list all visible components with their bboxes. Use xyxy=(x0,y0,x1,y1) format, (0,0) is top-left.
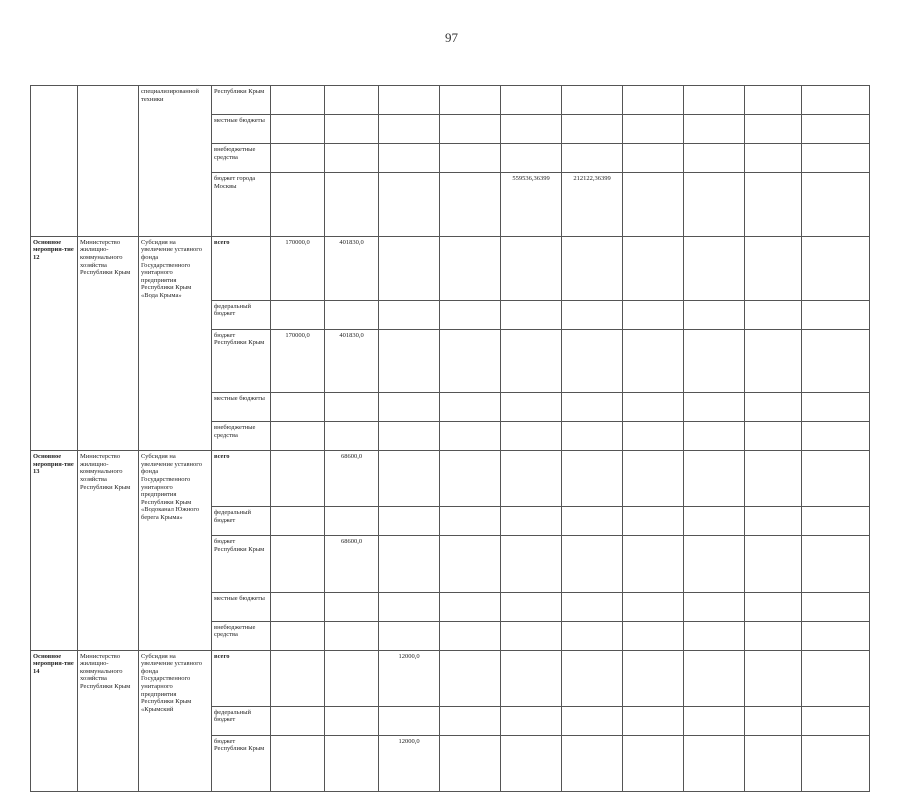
executor-cell: Министерство жилищно-коммунального хозяйства Республики Крым xyxy=(78,650,139,791)
value-cell xyxy=(745,173,802,237)
measure-cell: Основное мероприя-тие 14 xyxy=(31,650,78,791)
value-cell xyxy=(684,173,745,237)
value-cell xyxy=(562,236,623,300)
value-cell xyxy=(379,329,440,393)
value-cell xyxy=(802,86,870,115)
description-cell: специализированной техники xyxy=(139,86,212,237)
table-row xyxy=(31,236,870,300)
value-cell xyxy=(684,236,745,300)
value-cell: 12000,0 xyxy=(379,650,440,706)
value-cell: 68600,0 xyxy=(325,536,379,592)
value-cell xyxy=(802,592,870,621)
value-cell xyxy=(440,236,501,300)
value-cell xyxy=(501,86,562,115)
value-cell xyxy=(501,592,562,621)
value-cell: 170000,0 xyxy=(271,236,325,300)
value-cell xyxy=(271,621,325,650)
value-cell xyxy=(623,592,684,621)
value-cell xyxy=(623,115,684,144)
value-cell xyxy=(802,735,870,791)
measure-cell: Основное мероприя-тие 12 xyxy=(31,236,78,451)
value-cell xyxy=(684,536,745,592)
value-cell xyxy=(325,144,379,173)
value-cell xyxy=(440,422,501,451)
value-cell xyxy=(325,592,379,621)
value-cell xyxy=(440,393,501,422)
funding-source-cell: внебюджетные средства xyxy=(212,621,271,650)
value-cell xyxy=(501,507,562,536)
funding-source-cell: всего xyxy=(212,451,271,507)
value-cell xyxy=(562,300,623,329)
executor-cell xyxy=(78,86,139,237)
value-cell xyxy=(271,144,325,173)
value-cell xyxy=(501,706,562,735)
value-cell xyxy=(802,300,870,329)
value-cell xyxy=(562,144,623,173)
value-cell xyxy=(623,621,684,650)
value-cell xyxy=(325,393,379,422)
description-cell: Субсидия на увеличение уставного фонда Государственного унитарного предприятия Республики Крым «Водоканал Южного берега Крыма» xyxy=(139,451,212,650)
value-cell xyxy=(379,144,440,173)
funding-source-cell: всего xyxy=(212,236,271,300)
funding-source-cell: Республики Крым xyxy=(212,86,271,115)
funding-source-cell: бюджет Республики Крым xyxy=(212,735,271,791)
value-cell xyxy=(684,735,745,791)
value-cell xyxy=(562,621,623,650)
measure-cell xyxy=(31,86,78,237)
value-cell xyxy=(802,173,870,237)
value-cell xyxy=(745,621,802,650)
value-cell xyxy=(501,236,562,300)
table-row xyxy=(31,451,870,507)
value-cell xyxy=(684,592,745,621)
value-cell xyxy=(623,173,684,237)
value-cell xyxy=(562,451,623,507)
value-cell xyxy=(802,236,870,300)
funding-source-cell: бюджет Республики Крым xyxy=(212,329,271,393)
value-cell xyxy=(325,621,379,650)
value-cell xyxy=(562,393,623,422)
value-cell: 559536,36399 xyxy=(501,173,562,237)
value-cell xyxy=(325,86,379,115)
funding-source-cell: внебюджетные средства xyxy=(212,144,271,173)
value-cell xyxy=(379,115,440,144)
value-cell xyxy=(562,86,623,115)
value-cell xyxy=(745,115,802,144)
value-cell xyxy=(501,144,562,173)
value-cell xyxy=(325,422,379,451)
table-row xyxy=(31,86,870,115)
value-cell xyxy=(684,706,745,735)
value-cell xyxy=(623,144,684,173)
funding-source-cell: местные бюджеты xyxy=(212,592,271,621)
value-cell xyxy=(271,650,325,706)
table-body xyxy=(31,86,870,792)
value-cell xyxy=(623,706,684,735)
value-cell xyxy=(325,706,379,735)
value-cell xyxy=(802,621,870,650)
value-cell xyxy=(562,115,623,144)
value-cell: 401830,0 xyxy=(325,236,379,300)
value-cell xyxy=(745,735,802,791)
value-cell xyxy=(745,236,802,300)
value-cell xyxy=(440,86,501,115)
description-cell: Субсидия на увеличение уставного фонда Государственного унитарного предприятия Республики Крым «Крымский xyxy=(139,650,212,791)
value-cell xyxy=(440,173,501,237)
value-cell xyxy=(623,451,684,507)
value-cell xyxy=(501,329,562,393)
value-cell xyxy=(562,422,623,451)
value-cell xyxy=(623,536,684,592)
value-cell xyxy=(745,592,802,621)
funding-source-cell: местные бюджеты xyxy=(212,393,271,422)
value-cell xyxy=(745,86,802,115)
value-cell xyxy=(684,650,745,706)
value-cell xyxy=(271,115,325,144)
value-cell xyxy=(802,507,870,536)
funding-source-cell: всего xyxy=(212,650,271,706)
value-cell xyxy=(501,393,562,422)
value-cell xyxy=(623,86,684,115)
value-cell xyxy=(623,329,684,393)
value-cell xyxy=(501,650,562,706)
value-cell xyxy=(379,621,440,650)
value-cell xyxy=(562,536,623,592)
value-cell xyxy=(745,422,802,451)
value-cell xyxy=(379,451,440,507)
value-cell: 12000,0 xyxy=(379,735,440,791)
value-cell xyxy=(379,706,440,735)
value-cell xyxy=(802,144,870,173)
value-cell xyxy=(802,393,870,422)
page-number: 97 xyxy=(445,30,458,45)
value-cell: 401830,0 xyxy=(325,329,379,393)
value-cell xyxy=(501,422,562,451)
value-cell xyxy=(379,173,440,237)
value-cell xyxy=(440,144,501,173)
value-cell xyxy=(684,393,745,422)
value-cell xyxy=(440,536,501,592)
value-cell xyxy=(325,115,379,144)
value-cell xyxy=(745,144,802,173)
value-cell xyxy=(501,621,562,650)
funding-source-cell: федеральный бюджет xyxy=(212,706,271,735)
executor-cell: Министерство жилищно-коммунального хозяйства Республики Крым xyxy=(78,451,139,650)
value-cell xyxy=(745,393,802,422)
value-cell xyxy=(379,507,440,536)
value-cell xyxy=(684,115,745,144)
value-cell xyxy=(684,422,745,451)
value-cell xyxy=(440,735,501,791)
value-cell xyxy=(440,650,501,706)
value-cell xyxy=(802,650,870,706)
value-cell xyxy=(562,592,623,621)
value-cell xyxy=(501,115,562,144)
value-cell xyxy=(623,735,684,791)
value-cell xyxy=(745,329,802,393)
funding-source-cell: бюджет города Москвы xyxy=(212,173,271,237)
value-cell xyxy=(325,507,379,536)
value-cell xyxy=(802,115,870,144)
value-cell xyxy=(501,451,562,507)
value-cell xyxy=(745,650,802,706)
value-cell xyxy=(623,422,684,451)
value-cell xyxy=(440,451,501,507)
budget-table xyxy=(30,85,870,792)
value-cell xyxy=(440,329,501,393)
value-cell xyxy=(684,86,745,115)
value-cell xyxy=(271,300,325,329)
value-cell xyxy=(501,735,562,791)
value-cell xyxy=(271,86,325,115)
value-cell xyxy=(562,507,623,536)
value-cell xyxy=(379,422,440,451)
value-cell xyxy=(802,329,870,393)
value-cell xyxy=(562,329,623,393)
description-cell: Субсидия на увеличение уставного фонда Государственного унитарного предприятия Республики Крым «Вода Крыма» xyxy=(139,236,212,451)
value-cell: 68600,0 xyxy=(325,451,379,507)
measure-cell: Основное мероприя-тие 13 xyxy=(31,451,78,650)
value-cell xyxy=(379,592,440,621)
value-cell xyxy=(379,300,440,329)
value-cell xyxy=(440,115,501,144)
value-cell xyxy=(440,706,501,735)
value-cell xyxy=(271,735,325,791)
value-cell xyxy=(562,735,623,791)
executor-cell: Министерство жилищно-коммунального хозяйства Республики Крым xyxy=(78,236,139,451)
value-cell xyxy=(684,507,745,536)
value-cell xyxy=(562,650,623,706)
funding-source-cell: федеральный бюджет xyxy=(212,300,271,329)
value-cell xyxy=(745,300,802,329)
value-cell xyxy=(802,422,870,451)
value-cell xyxy=(745,706,802,735)
value-cell xyxy=(325,735,379,791)
value-cell xyxy=(684,329,745,393)
funding-source-cell: бюджет Республики Крым xyxy=(212,536,271,592)
value-cell xyxy=(440,507,501,536)
value-cell xyxy=(440,300,501,329)
value-cell xyxy=(501,536,562,592)
value-cell xyxy=(440,621,501,650)
value-cell xyxy=(623,236,684,300)
value-cell xyxy=(745,451,802,507)
value-cell xyxy=(684,451,745,507)
value-cell xyxy=(745,536,802,592)
value-cell xyxy=(379,393,440,422)
value-cell xyxy=(802,706,870,735)
funding-source-cell: внебюджетные средства xyxy=(212,422,271,451)
value-cell xyxy=(325,650,379,706)
value-cell xyxy=(271,451,325,507)
value-cell xyxy=(271,393,325,422)
value-cell xyxy=(379,236,440,300)
value-cell xyxy=(325,300,379,329)
value-cell xyxy=(271,706,325,735)
value-cell xyxy=(802,451,870,507)
value-cell xyxy=(271,592,325,621)
value-cell xyxy=(271,507,325,536)
value-cell xyxy=(623,507,684,536)
value-cell xyxy=(562,706,623,735)
value-cell xyxy=(623,393,684,422)
value-cell xyxy=(684,300,745,329)
value-cell xyxy=(379,86,440,115)
value-cell xyxy=(271,173,325,237)
value-cell xyxy=(440,592,501,621)
value-cell xyxy=(271,536,325,592)
value-cell xyxy=(623,300,684,329)
value-cell xyxy=(684,144,745,173)
funding-source-cell: местные бюджеты xyxy=(212,115,271,144)
value-cell xyxy=(802,536,870,592)
value-cell xyxy=(379,536,440,592)
value-cell xyxy=(623,650,684,706)
funding-source-cell: федеральный бюджет xyxy=(212,507,271,536)
value-cell xyxy=(684,621,745,650)
value-cell xyxy=(271,422,325,451)
value-cell: 170000,0 xyxy=(271,329,325,393)
value-cell: 212122,36399 xyxy=(562,173,623,237)
table-row xyxy=(31,650,870,706)
value-cell xyxy=(745,507,802,536)
value-cell xyxy=(501,300,562,329)
value-cell xyxy=(325,173,379,237)
